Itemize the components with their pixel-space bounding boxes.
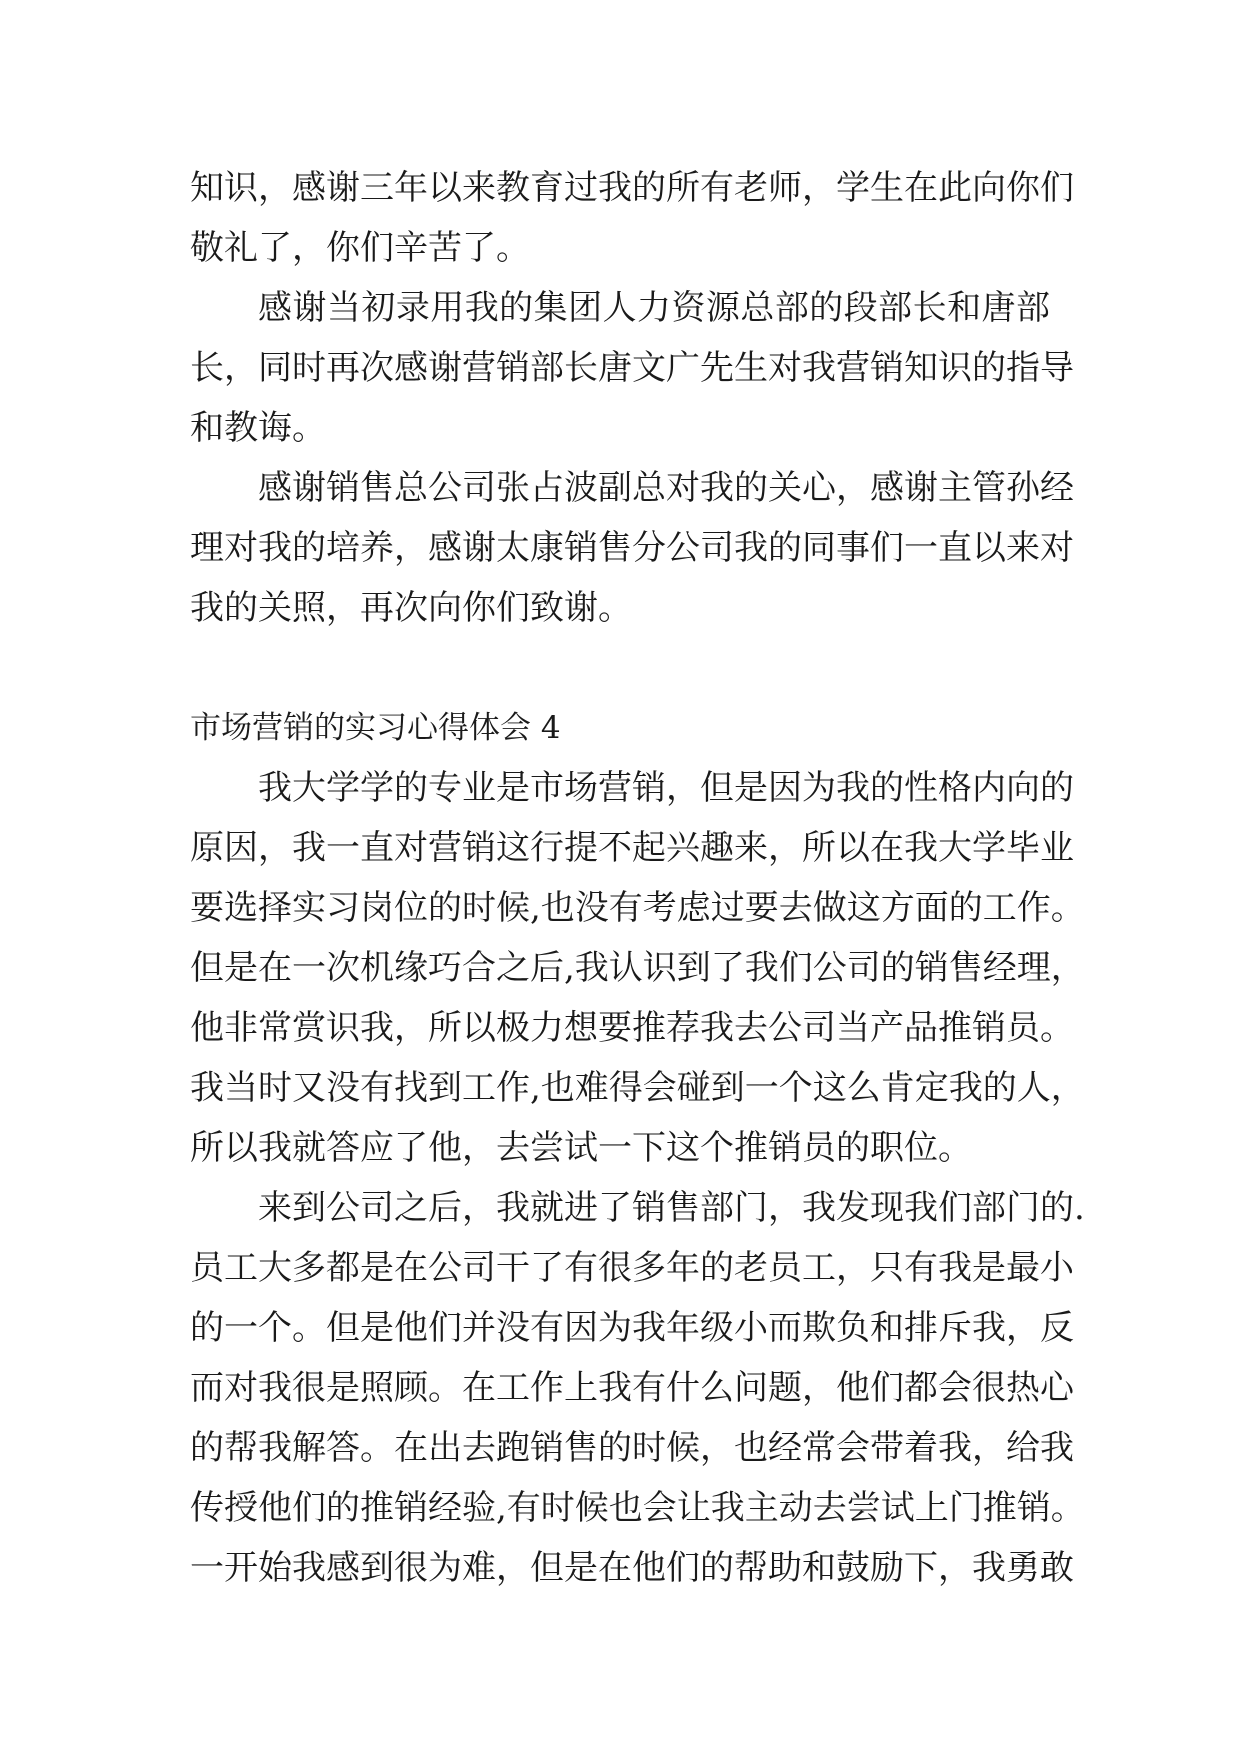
paragraph-line: 但是在一次机缘巧合之后,我认识到了我们公司的销售经理，	[190, 948, 1085, 988]
paragraph-line: 要选择实习岗位的时候,也没有考虑过要去做这方面的工作。	[190, 888, 1085, 928]
paragraph-line: 来到公司之后，我就进了销售部门，我发现我们部门的.	[258, 1188, 1085, 1228]
paragraph-line: 而对我很是照顾。在工作上我有什么问题，他们都会很热心	[190, 1368, 1074, 1408]
paragraph-line: 敬礼了，你们辛苦了。	[190, 228, 530, 268]
paragraph-line: 一开始我感到很为难，但是在他们的帮助和鼓励下，我勇敢	[190, 1548, 1074, 1588]
paragraph-line: 长，同时再次感谢营销部长唐文广先生对我营销知识的指导	[190, 348, 1074, 388]
paragraph-line: 知识，感谢三年以来教育过我的所有老师，学生在此向你们	[190, 168, 1074, 208]
paragraph-line: 的帮我解答。在出去跑销售的时候，也经常会带着我，给我	[190, 1428, 1074, 1468]
paragraph-line: 我的关照，再次向你们致谢。	[190, 588, 632, 628]
paragraph-line: 我大学学的专业是市场营销，但是因为我的性格内向的	[258, 768, 1074, 808]
paragraph-line: 感谢销售总公司张占波副总对我的关心，感谢主管孙经	[258, 468, 1074, 508]
paragraph-line: 感谢当初录用我的集团人力资源总部的段部长和唐部	[258, 288, 1050, 328]
paragraph-line: 我当时又没有找到工作,也难得会碰到一个这么肯定我的人，	[190, 1068, 1085, 1108]
paragraph-line: 和教诲。	[190, 408, 326, 448]
blank-line	[190, 638, 1050, 698]
paragraph-line: 他非常赏识我，所以极力想要推荐我去公司当产品推销员。	[190, 1008, 1074, 1048]
paragraph-line: 所以我就答应了他，去尝试一下这个推销员的职位。	[190, 1128, 972, 1168]
paragraph-line: 的一个。但是他们并没有因为我年级小而欺负和排斥我，反	[190, 1308, 1074, 1348]
section-title: 市场营销的实习心得体会 4	[190, 710, 561, 746]
paragraph-line: 传授他们的推销经验,有时候也会让我主动去尝试上门推销。	[190, 1488, 1085, 1528]
paragraph-line: 原因，我一直对营销这行提不起兴趣来，所以在我大学毕业	[190, 828, 1074, 868]
paragraph-line: 理对我的培养，感谢太康销售分公司我的同事们一直以来对	[190, 528, 1074, 568]
paragraph-line: 员工大多都是在公司干了有很多年的老员工，只有我是最小	[190, 1248, 1074, 1288]
document-body	[190, 158, 1085, 1598]
